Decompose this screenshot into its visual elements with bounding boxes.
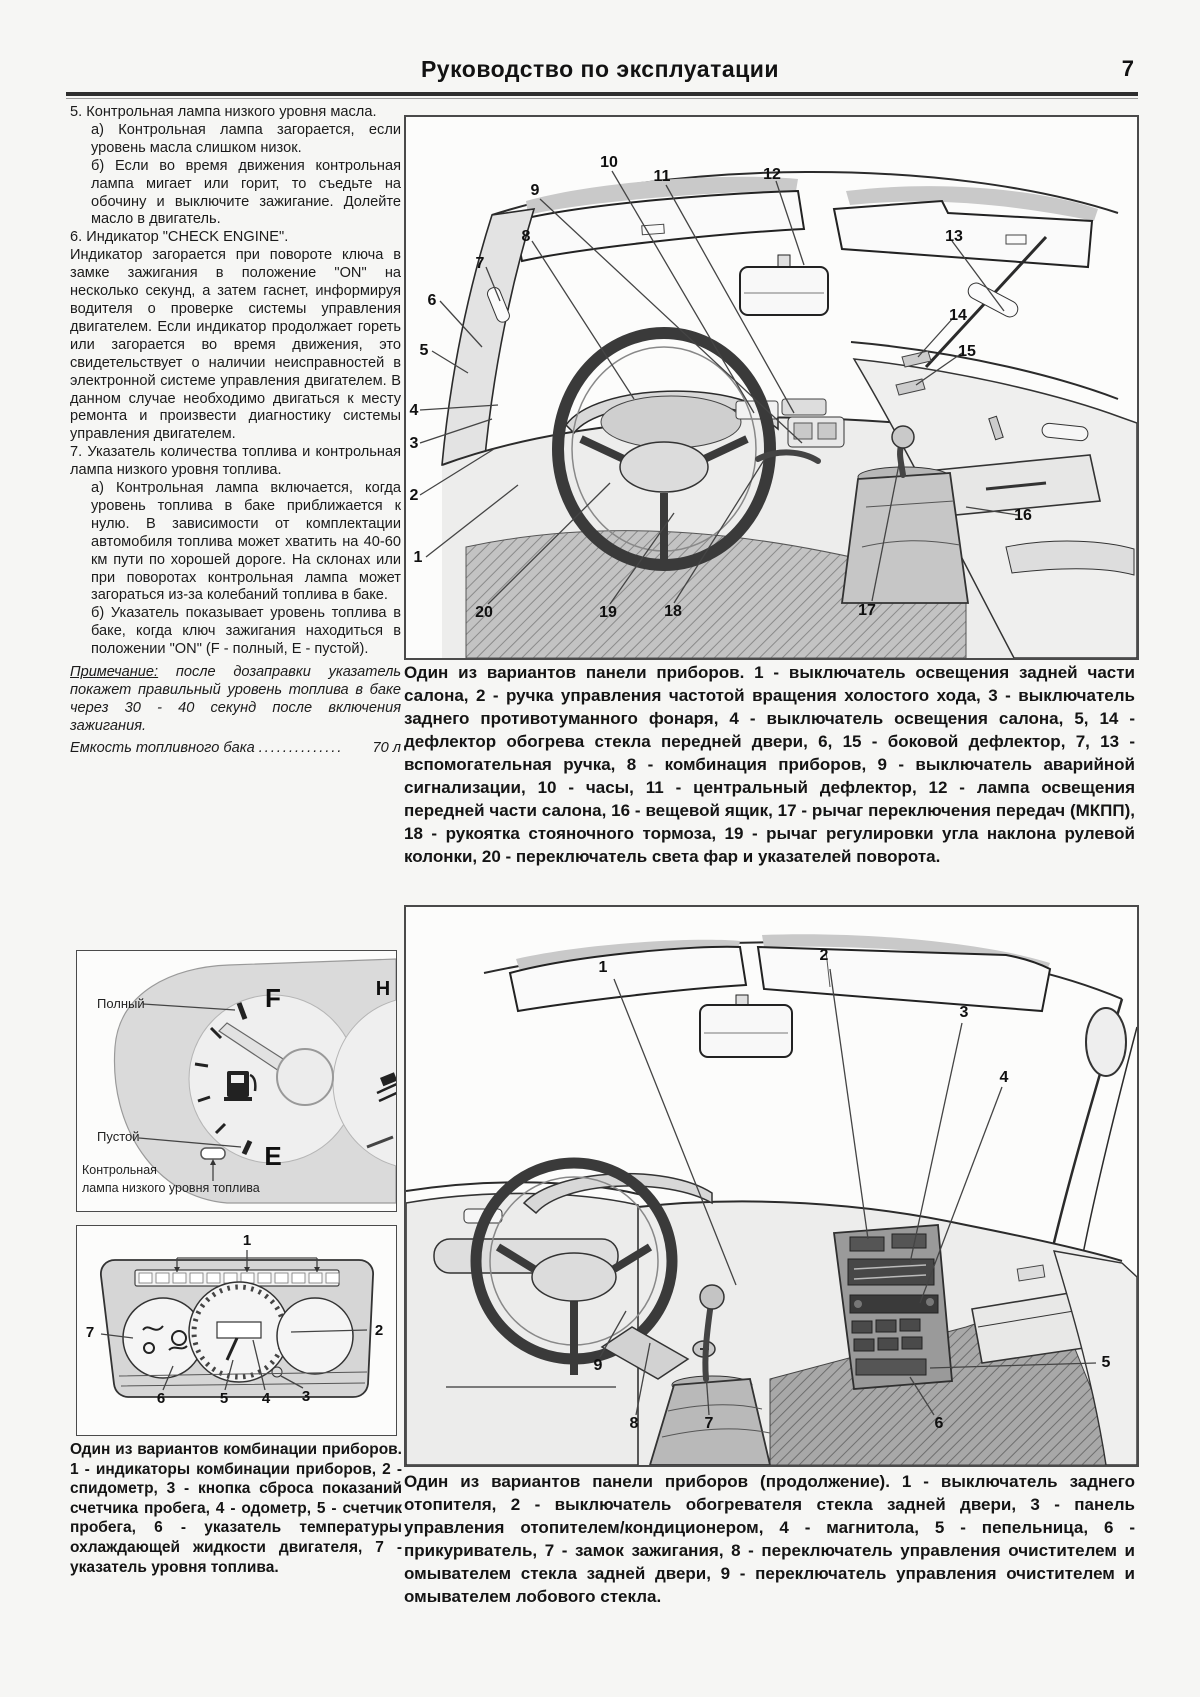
- callout-13: 13: [945, 228, 963, 245]
- dashboard-figure-2: [404, 905, 1139, 1467]
- callout-4: 4: [999, 1069, 1009, 1086]
- item6-title: 6. Индикатор "CHECK ENGINE".: [70, 229, 289, 246]
- dashboard1-caption: Один из вариантов панели приборов. 1 - выключатель освещения задней части салона, 2 - ручка управления частотой вращения холостого хода, 3 - выключатель заднего противотуманного фонаря, 4 - выключатель освещения салона, 5, 14 - дефлектор обогрева стекла передней двери, 6, 15 - боковой дефлектор, 7, 13 - вспомогательная ручка, 8 - комбинация приборов, 9 - выключатель аварийной сигнализации, 10 - часы, 11 - центральный дефлектор, 12 - лампа освещения передней части салона, 16 - вещевой ящик, 17 - рычаг переключения передач (МКПП), 18 - рукоятка стояночного тормоза, 19 - рычаг регулировки угла наклона рулевой колонки, 20 - переключатель света фар и указателей поворота.: [404, 663, 1135, 866]
- callout-17: 17: [858, 602, 876, 619]
- callout-2: 2: [409, 487, 419, 504]
- label-empty: Пустой: [97, 1129, 140, 1144]
- callout-2: 2: [374, 1322, 384, 1339]
- mark-hot: H: [375, 978, 391, 1000]
- callout-18: 18: [664, 603, 682, 620]
- callout-14: 14: [949, 307, 967, 324]
- center-vent: [782, 399, 826, 415]
- instrument-cluster-figure: [76, 1225, 397, 1436]
- header-rule: [66, 92, 1138, 99]
- fuel-gauge-figure: [76, 950, 397, 1212]
- tank-capacity-label: Емкость топливного бака: [70, 739, 255, 756]
- callout-4: 4: [261, 1390, 271, 1407]
- a-pillar-left: [442, 209, 534, 467]
- callout-6: 6: [156, 1390, 166, 1407]
- dot-leader: ..............: [258, 739, 344, 756]
- gear-knob: [700, 1285, 724, 1309]
- tank-capacity-value: 70 л: [372, 739, 401, 756]
- steering-hub: [620, 442, 708, 492]
- note-label: Примечание:: [70, 664, 159, 681]
- ashtray: [856, 1359, 926, 1375]
- callout-5: 5: [1101, 1354, 1111, 1371]
- callout-10: 10: [600, 154, 618, 171]
- callout-5: 5: [419, 342, 429, 359]
- page-title: Руководство по эксплуатации: [420, 56, 780, 82]
- callout-9: 9: [593, 1357, 603, 1374]
- spare-gauge: [277, 1298, 353, 1374]
- callout-8: 8: [629, 1415, 639, 1432]
- gauge-hub: [277, 1049, 333, 1105]
- note-paragraph: [70, 664, 401, 736]
- dashboard-drawing-2: [406, 907, 1137, 1465]
- callout-6: 6: [427, 292, 437, 309]
- fuel-gauge-drawing: [77, 951, 396, 1211]
- callout-7: 7: [475, 255, 485, 272]
- callout-20: 20: [475, 604, 493, 621]
- callout-1: 1: [242, 1232, 252, 1249]
- mark-empty: E: [264, 1141, 282, 1171]
- instrument-cluster-drawing: [77, 1226, 396, 1435]
- callout-3: 3: [301, 1388, 311, 1405]
- item5-title: 5. Контрольная лампа низкого уровня масла.: [70, 104, 377, 120]
- dashboard2-caption: Один из вариантов панели приборов (продолжение). 1 - выключатель заднего отопителя, 2 - выключатель обогревателя стекла задней двери, 3 - панель управления отопителем/кондиционером, 4 - магнитола, 5 - пепельница, 6 - прикуриватель, 7 - замок зажигания, 8 - переключатель управления очистителем и омывателем стекла задней двери, 9 - переключатель управления очистителем и омывателем лобового стекла.: [404, 1472, 1135, 1606]
- trip-reset-knob: [272, 1367, 282, 1377]
- rearview-mirror: [740, 267, 828, 315]
- heater-control-panel: [848, 1259, 934, 1285]
- callout-6: 6: [934, 1415, 944, 1432]
- callout-2: 2: [819, 947, 829, 964]
- dashboard-drawing-1: [406, 117, 1137, 658]
- label-full: Полный: [97, 996, 145, 1011]
- gear-knob: [892, 426, 914, 448]
- item7-title: 7. Указатель количества топлива и контрольная лампа низкого уровня топлива.: [70, 444, 401, 479]
- dashboard-figure-1: [404, 115, 1139, 660]
- item5-b: б) Если во время движения контрольная лампа мигает или горит, то съедьте на обочину и выключите зажигание. Долейте масло в двигатель.: [91, 157, 401, 228]
- callout-15: 15: [958, 343, 976, 360]
- callout-7: 7: [704, 1415, 714, 1432]
- low-fuel-label-line1: Контрольная: [82, 1163, 157, 1177]
- rearview-mirror: [700, 1005, 792, 1057]
- odometer: [217, 1322, 261, 1338]
- callout-11: 11: [653, 168, 671, 185]
- radio: [850, 1295, 938, 1313]
- callout-8: 8: [521, 228, 531, 245]
- callout-16: 16: [1014, 507, 1032, 524]
- mark-full: F: [265, 983, 281, 1013]
- item6-body: Индикатор загорается при повороте ключа в замке зажигания в положение "ON" на несколько секунд, а затем гаснет, информируя водителя о проверке системы управления двигателем. Если индикатор продолжает гореть или загорается во время движения, это свидетельствует о наличии неисправностей в электронной системе управления двигателем. В данном случае необходимо двигаться к месту ремонта и произвести диагностику системы управления двигателем.: [70, 247, 401, 443]
- page-number: 7: [1121, 56, 1134, 81]
- item7-a: а) Контрольная лампа включается, когда уровень топлива в баке приближается к нулю. В зависимости от комплектации автомобиля топлива может хватить на 40-60 км пути по хорошей дороге. На склонах или при поворотах контрольная лампа может загораться из-за колебаний топлива в баке.: [91, 480, 401, 604]
- left-text-column: [70, 104, 401, 756]
- item5-a: а) Контрольная лампа загорается, если уровень масла слишком низок.: [91, 121, 401, 156]
- callout-3: 3: [409, 435, 419, 452]
- door-recess-right: [1086, 1008, 1126, 1076]
- callout-4: 4: [409, 402, 419, 419]
- callout-19: 19: [599, 604, 617, 621]
- callout-1: 1: [413, 549, 423, 566]
- tank-capacity-line: [70, 740, 401, 756]
- callout-7: 7: [85, 1324, 95, 1341]
- sun-visor-right: [758, 947, 1050, 1011]
- callout-9: 9: [530, 182, 540, 199]
- steering-hub: [532, 1253, 616, 1301]
- callout-3: 3: [959, 1004, 969, 1021]
- note-body: после дозаправки указатель покажет правильный уровень топлива в баке через 30 - 40 секунд после включения зажигания.: [70, 664, 401, 734]
- callout-1: 1: [598, 959, 608, 976]
- item7-b: б) Указатель показывает уровень топлива в баке, когда ключ зажигания находиться в положении "ON" (F - полный, Е - пустой).: [91, 605, 401, 658]
- cluster-caption: Один из вариантов комбинации приборов. 1 - индикаторы комбинации приборов, 2 - спидометр, 3 - кнопка сброса показаний счетчика пробега, 4 - одометр, 5 - счетчик пробега, 6 - указатель температуры охлаждающей жидкости двигателя, 7 - указатель уровня топлива.: [70, 1441, 402, 1576]
- door-panel-left: [406, 1193, 638, 1465]
- callout-5: 5: [219, 1390, 229, 1407]
- low-fuel-lamp: [201, 1148, 225, 1159]
- low-fuel-label-line2: лампа низкого уровня топлива: [82, 1181, 260, 1195]
- callout-12: 12: [763, 166, 781, 183]
- gear-boot: [842, 473, 968, 603]
